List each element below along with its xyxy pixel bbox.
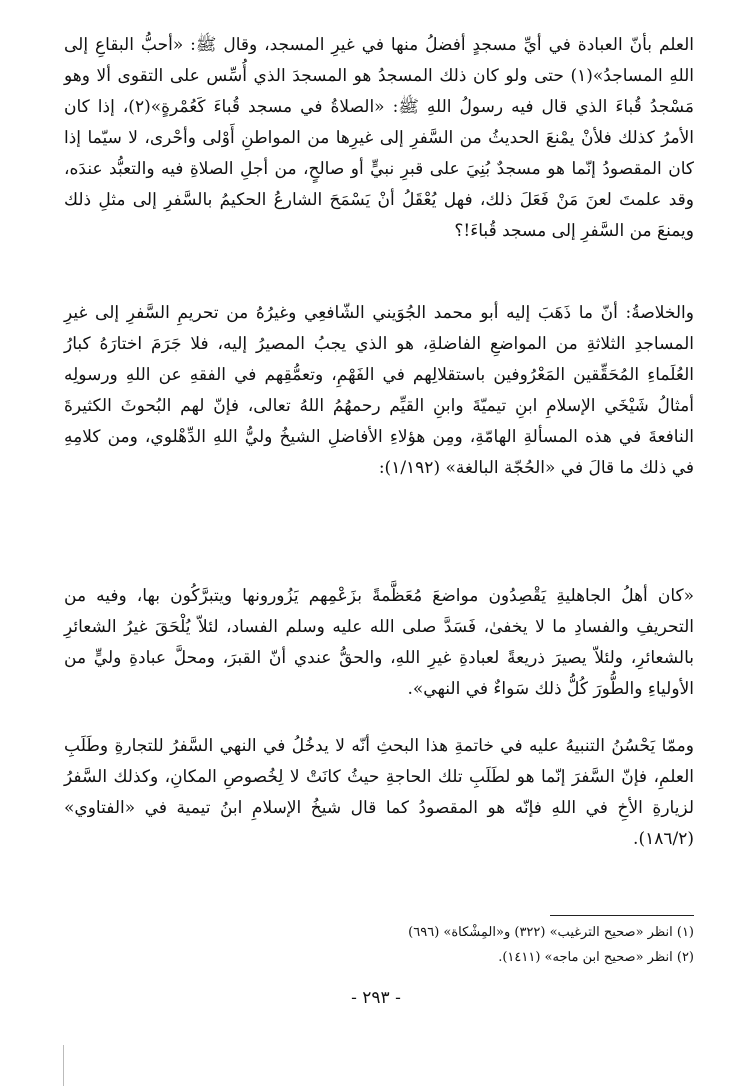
paragraph-4: وممّا يَحْسُنُ التنبيهُ عليه في خاتمةِ هذا البحثِ أنّه لا يدخُلُ في النهي السَّفرُ للتجارةِ وطَلَبِ العلمِ، فإنّ السَّفرَ إنّما هو لطَلَبِ تلك الحاجةِ حيثُ كانَتْ لا لِخُصوصِ المكانِ، وكذلك السَّفرُ لزيارةِ الأخِ في اللهِ فإنّه هو المقصودُ كما قال شيخُ الإسلامِ ابنُ تيمية في «الفتاوي» (١٨٦/٢). bbox=[64, 736, 694, 849]
page-body bbox=[64, 30, 694, 965]
paragraph-1: العلم بأنّ العبادة في أيِّ مسجدٍ أفضلُ منها في غيرِ المسجد، وقال ﷺ: «أحبُّ البقاعِ إلى اللهِ المساجدُ»(١) حتى ولو كان ذلك المسجدُ هو المسجدَ الذي أُسِّس على التقوى ألا وهو مَسْجدُ قُباءَ الذي قال فيه رسولُ اللهِ ﷺ: «الصلاةُ في مسجد قُباءَ كَعُمْرةٍ»(٢)، إذا كان الأمرُ كذلك فلأنْ يمْنعَ الحديثُ من السَّفرِ إلى غيرِها من المواطنِ أَوْلى وأحْرى، لا سيّما إذا كان المقصودُ إنّما هو مسجدٌ بُنِيَ على قبرِ نبيٍّ أو صالحٍ، من أجلِ الصلاةِ فيه والتعبُّد عندَه، وقد علمتَ لعنَ مَنْ فَعَلَ ذلك، فهل يُعْقَلُ أنْ يَسْمَحَ الشارعُ الحكيمُ بالسَّفرِ إلى مثلِ ذلك ويمنعَ من السَّفرِ إلى مسجد قُباءَ!؟ bbox=[64, 35, 694, 241]
footnote-1: (١) انظر «صحيح الترغيب» (٣٢٢) و«المِشْكاة» (٦٩٦) bbox=[408, 925, 694, 940]
footnotes bbox=[64, 920, 694, 970]
paragraph-3-quote: «كان أهلُ الجاهليةِ يَقْصِدُون مواضعَ مُعَظَّمةً بزَعْمِهم يَزُورونها ويتبرَّكُون بها، وفيه من التحريفِ والفسادِ ما لا يخفىٰ، فَسَدَّ صلى الله عليه وسلم الفساد، لئلاّ يُلْحَقَ غيرُ الشعائرِ بالشعائرِ، ولئلاّ يصيرَ ذريعةً لعبادةِ غيرِ اللهِ، والحقُّ عندي أنّ القبرَ، ومحلَّ عبادةِ وليٍّ من الأولياءِ والطُّورَ كُلُّ ذلك سَواءٌ في النهي». bbox=[64, 586, 694, 699]
margin-rule bbox=[63, 1045, 64, 1086]
page-number: - ٢٩٣ - bbox=[351, 988, 401, 1008]
footnote-2: (٢) انظر «صحيح ابن ماجه» (١٤١١). bbox=[498, 950, 694, 965]
footnote-separator bbox=[550, 915, 694, 916]
paragraph-2: والخلاصةُ: أنّ ما ذَهَبَ إليه أبو محمد الجُوَيني الشّافعِي وغيرُهُ من تحريمِ السَّفرِ إلى غيرِ المساجدِ الثلاثةِ من المواضعِ الفاضلةِ، هو الذي يجبُ المصيرُ إليه، فلا جَرَمَ اختارَهُ كبارُ العُلَماءِ المُحَقِّقين المَعْرُوفين باستقلالِهم في الفَهْمِ، وتعمُّقِهم في الفقهِ عن اللهِ ورسولِه أمثالُ شَيْخَي الإسلامِ ابنِ تيميّةَ وابنِ القيِّم رحمهُمُ اللهُ تعالى، فإنّ لهم البُحوثَ الكثيرةَ النافعةَ في هذه المسألةِ الهامّةِ، ومِن هؤلاءِ الأفاضلِ الشيخُ وليُّ اللهِ الدِّهْلوي، ومن كلامِهِ في ذلك ما قالَ في «الحُجّة البالغة» (١/١٩٢): bbox=[64, 303, 694, 478]
